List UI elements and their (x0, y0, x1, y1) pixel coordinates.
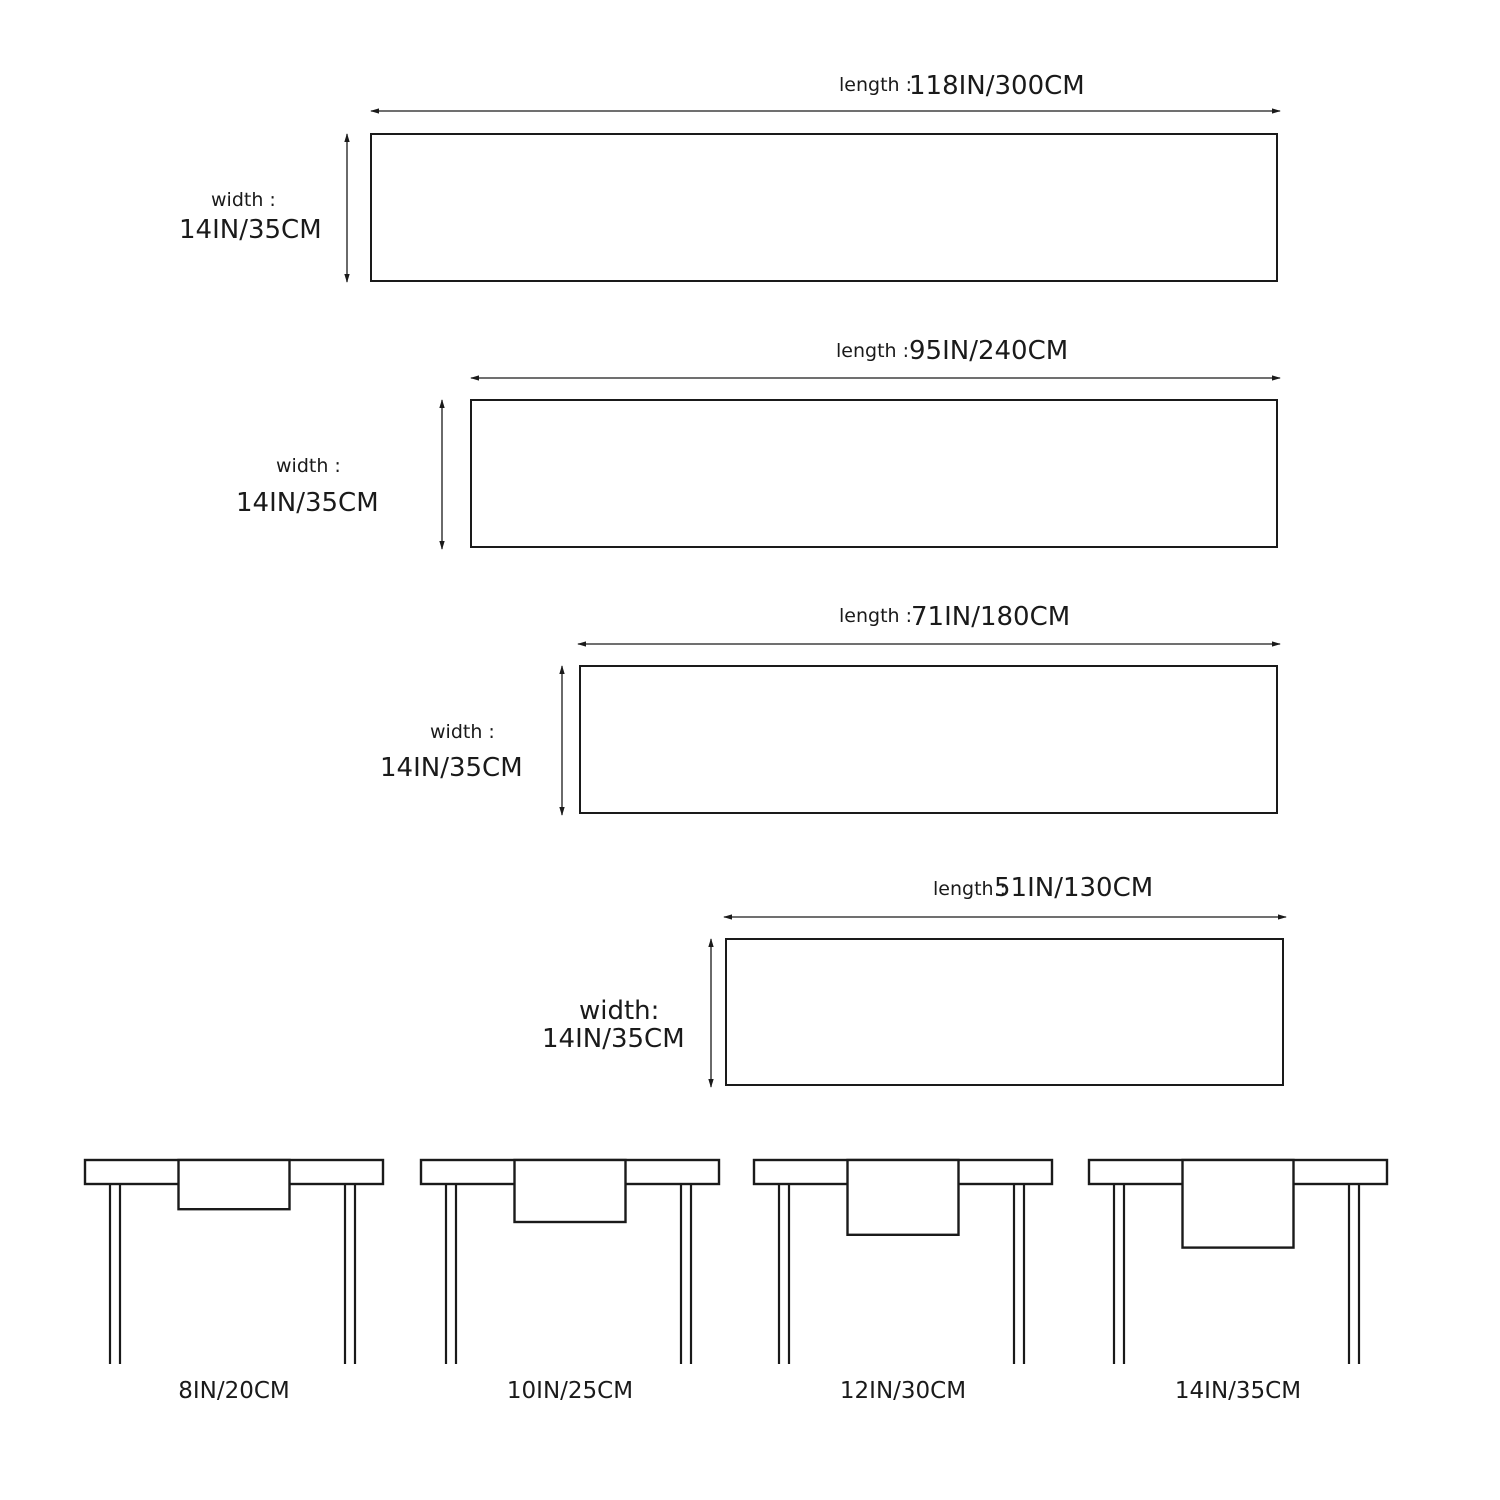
table-3 (754, 1160, 1052, 1404)
table-4 (1089, 1160, 1387, 1404)
width-label: width : (211, 189, 276, 211)
runner-outline (371, 134, 1277, 281)
runner-3 (380, 602, 1280, 815)
runner-drop (179, 1160, 290, 1209)
runner-outline (726, 939, 1283, 1085)
width-value: 14IN/35CM (542, 1024, 685, 1054)
width-label: width : (430, 721, 495, 743)
drop-label: 8IN/20CM (178, 1378, 290, 1404)
length-value: 51IN/130CM (994, 873, 1154, 903)
width-label: width: (579, 996, 660, 1026)
length-label: length : (836, 340, 910, 362)
runner-outline (580, 666, 1277, 813)
runner-2 (236, 336, 1280, 549)
table-1 (85, 1160, 383, 1404)
width-value: 14IN/35CM (179, 215, 322, 245)
length-label: length : (933, 878, 1007, 900)
runner-1 (179, 71, 1280, 282)
width-value: 14IN/35CM (236, 488, 379, 518)
width-label: width : (276, 455, 341, 477)
runner-4 (542, 873, 1286, 1087)
table-drop-illustrations (85, 1160, 1387, 1404)
drop-label: 14IN/35CM (1174, 1378, 1302, 1404)
length-value: 71IN/180CM (911, 602, 1071, 632)
runner-outline (471, 400, 1277, 547)
drop-label: 12IN/30CM (839, 1378, 967, 1404)
table-2 (421, 1160, 719, 1404)
length-value: 118IN/300CM (909, 71, 1085, 101)
width-value: 14IN/35CM (380, 753, 523, 783)
runner-drop (1183, 1160, 1294, 1248)
runner-drop (848, 1160, 959, 1235)
drop-label: 10IN/25CM (506, 1378, 634, 1404)
runner-drop (515, 1160, 626, 1222)
length-value: 95IN/240CM (909, 336, 1069, 366)
length-label: length : (839, 74, 913, 96)
length-label: length : (839, 605, 913, 627)
